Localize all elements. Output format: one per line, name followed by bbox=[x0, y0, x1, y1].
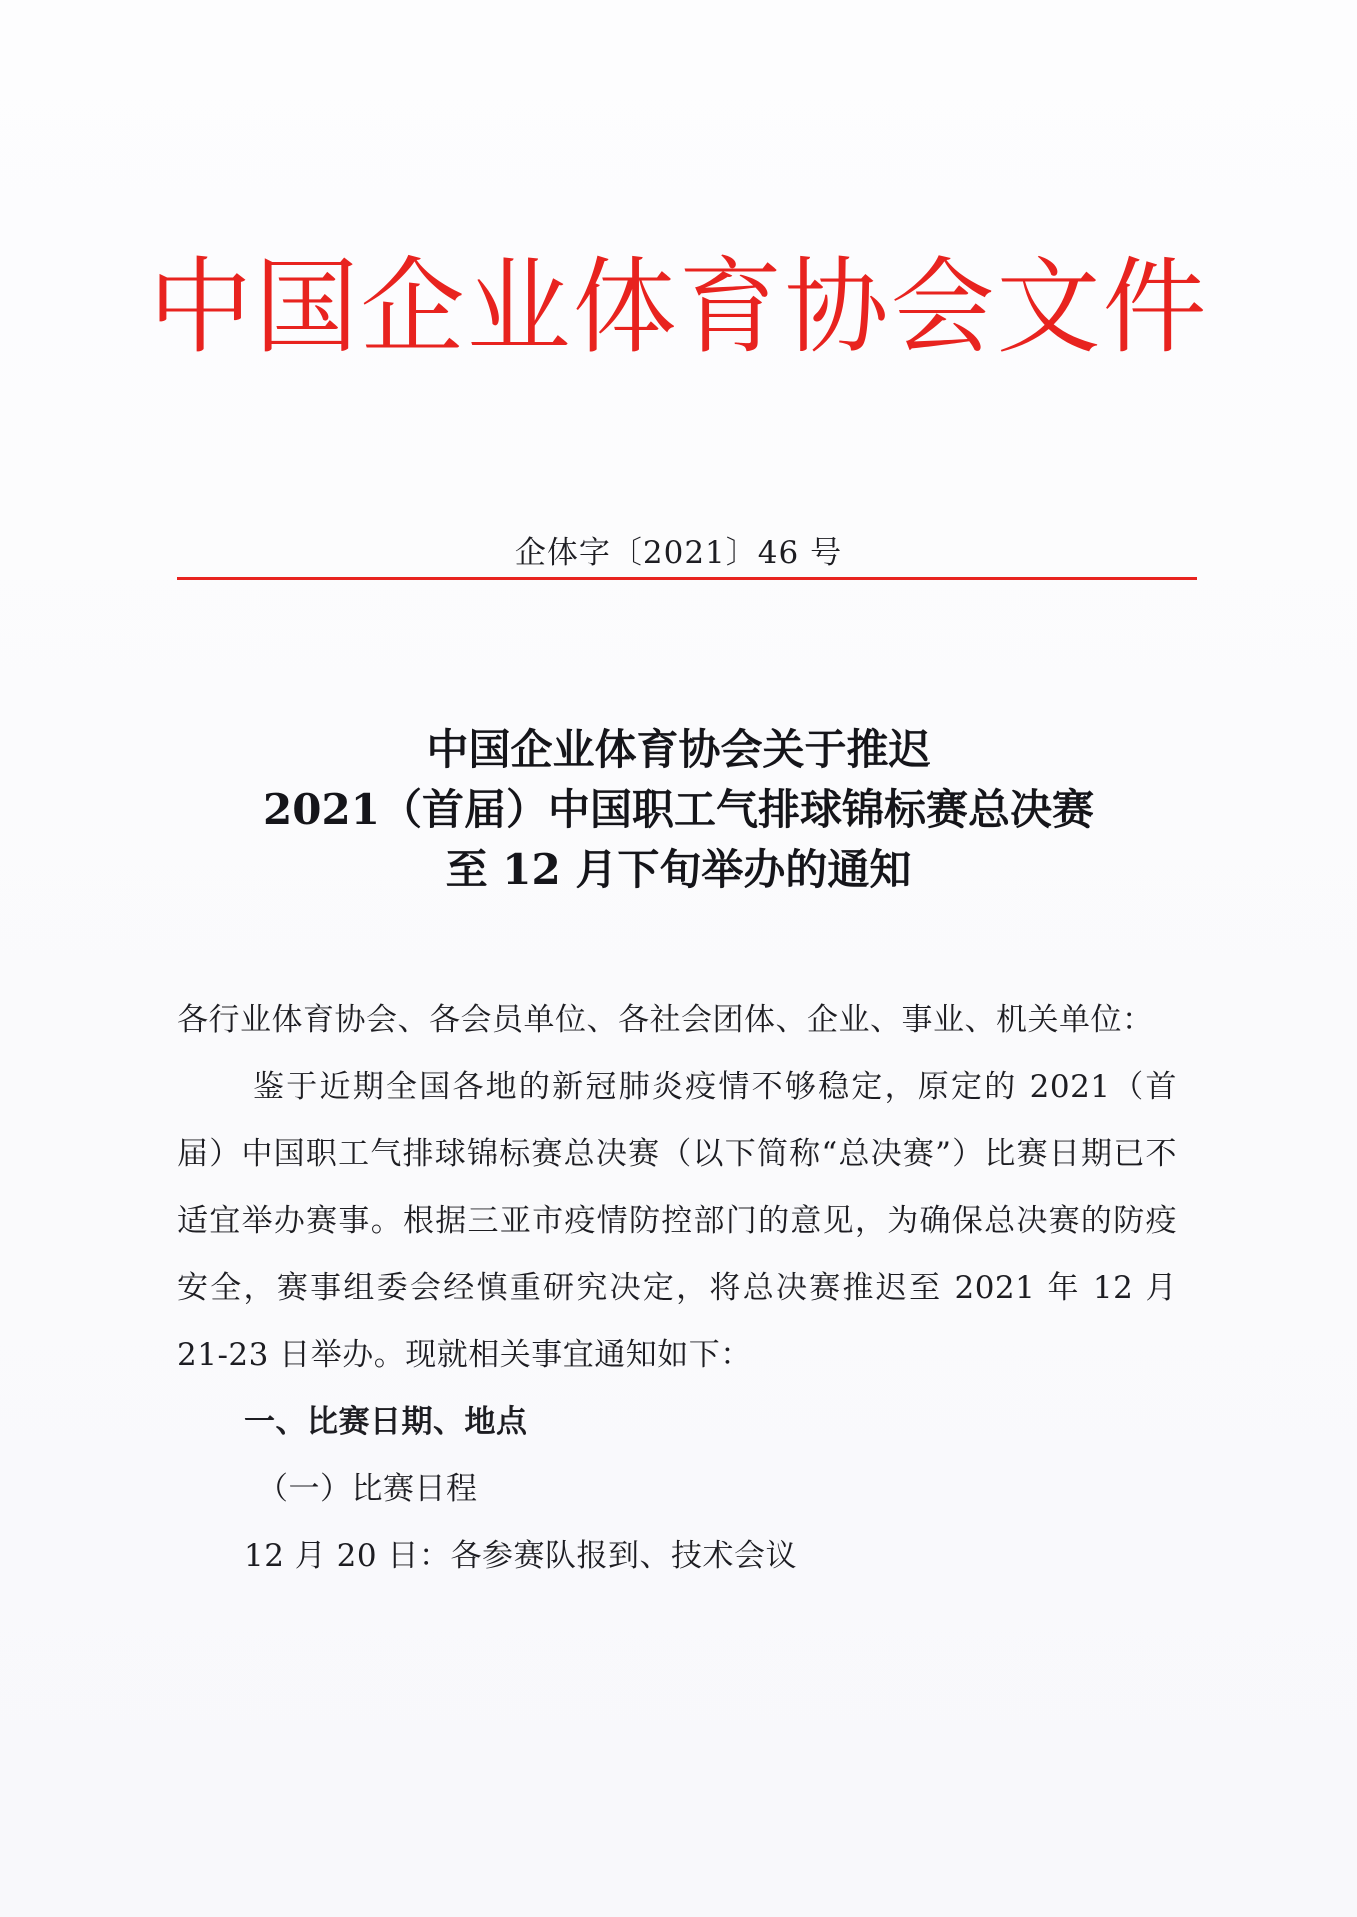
red-divider-line bbox=[177, 577, 1197, 580]
salutation: 各行业体育协会、各会员单位、各社会团体、企业、事业、机关单位： bbox=[177, 1002, 1154, 1038]
notice-title-line-1: 中国企业体育协会关于推迟 bbox=[426, 725, 931, 774]
schedule-item: 12 月 20 日：各参赛队报到、技术会议 bbox=[244, 1538, 797, 1574]
notice-title-line-3: 至 12 月下旬举办的通知 bbox=[445, 845, 912, 894]
org-header-title: 中国企业体育协会文件 bbox=[148, 246, 1209, 368]
body-paragraph: 鉴于近期全国各地的新冠肺炎疫情不够稳定，原定的 2021（首届）中国职工气排球锦标赛总决赛（以下简称“总决赛”）比赛日期已不适宜举办赛事。根据三亚市疫情防控部门的意见，为确保总决赛的防疫安全，赛事组委会经慎重研究决定，将总决赛推迟至 2021 年 12 月 21-23 日举办。现就相关事宜通知如下： bbox=[177, 1069, 1177, 1373]
notice-title-line-2: 2021（首届）中国职工气排球锦标赛总决赛 bbox=[263, 785, 1094, 834]
section-heading: 一、比赛日期、地点 bbox=[244, 1404, 528, 1440]
subsection-heading: （一）比赛日程 bbox=[257, 1471, 478, 1507]
document-number: 企体字〔2021〕46 号 bbox=[514, 535, 843, 571]
notice-body bbox=[177, 987, 1177, 1590]
notice-title bbox=[0, 720, 1357, 900]
